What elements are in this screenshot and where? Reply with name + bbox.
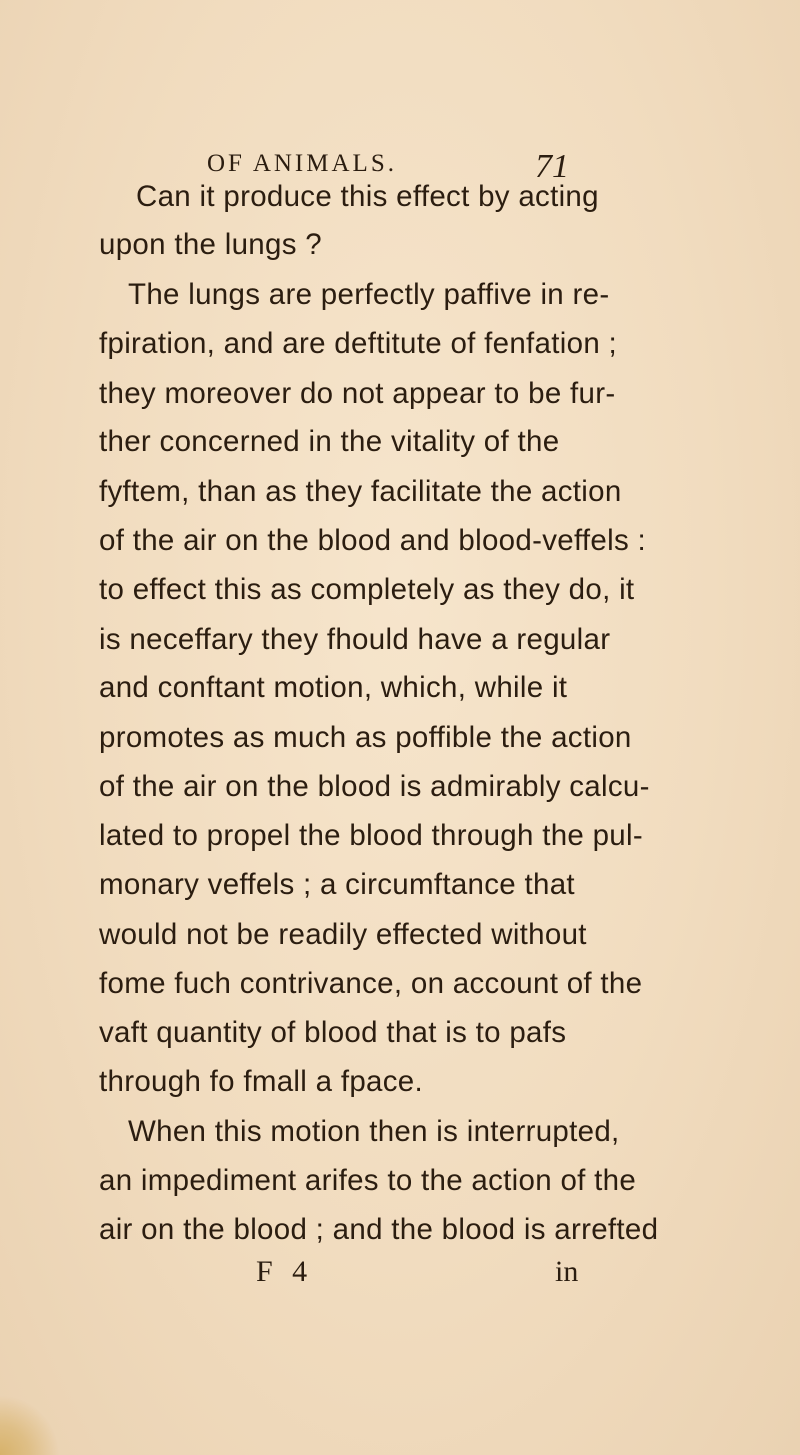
text-line: of the air on the blood is admirably calcu- [99,770,650,803]
text-line: is neceffary they fhould have a regular [99,623,611,656]
text-line: air on the blood ; and the blood is arrefted [99,1213,659,1246]
text-line: lated to propel the blood through the pul- [99,819,643,852]
text-line: vaft quantity of blood that is to pafs [99,1016,567,1049]
text-line: through fo fmall a fpace. [99,1065,423,1098]
text-line: would not be readily effected without [99,918,587,951]
text-line: fyftem, than as they facilitate the action [99,475,622,508]
catchword: in [555,1255,579,1288]
text-line: fpiration, and are deftitute of fenfation ; [99,327,618,360]
page-corner-stain [0,1395,60,1455]
text-line: monary veffels ; a circumftance that [99,868,575,901]
text-line: upon the lungs ? [99,228,322,261]
page-number: 71 [535,148,569,185]
text-line: Can it produce this effect by acting [136,180,599,213]
text-line: The lungs are perfectly paffive in re- [128,278,610,311]
text-line: When this motion then is interrupted, [128,1115,620,1148]
text-line: to effect this as completely as they do, it [99,573,635,606]
text-line: promotes as much as poffible the action [99,721,632,754]
signature-mark: F 4 [256,1255,314,1288]
text-line: fome fuch contrivance, on account of the [99,967,643,1000]
text-line: an impediment arifes to the action of the [99,1164,637,1197]
running-title: OF ANIMALS. [207,150,397,177]
text-line: ther concerned in the vitality of the [99,425,560,458]
text-line: and conftant motion, which, while it [99,671,568,704]
text-line: they moreover do not appear to be fur- [99,377,616,410]
text-line: of the air on the blood and blood-veffels : [99,524,647,557]
